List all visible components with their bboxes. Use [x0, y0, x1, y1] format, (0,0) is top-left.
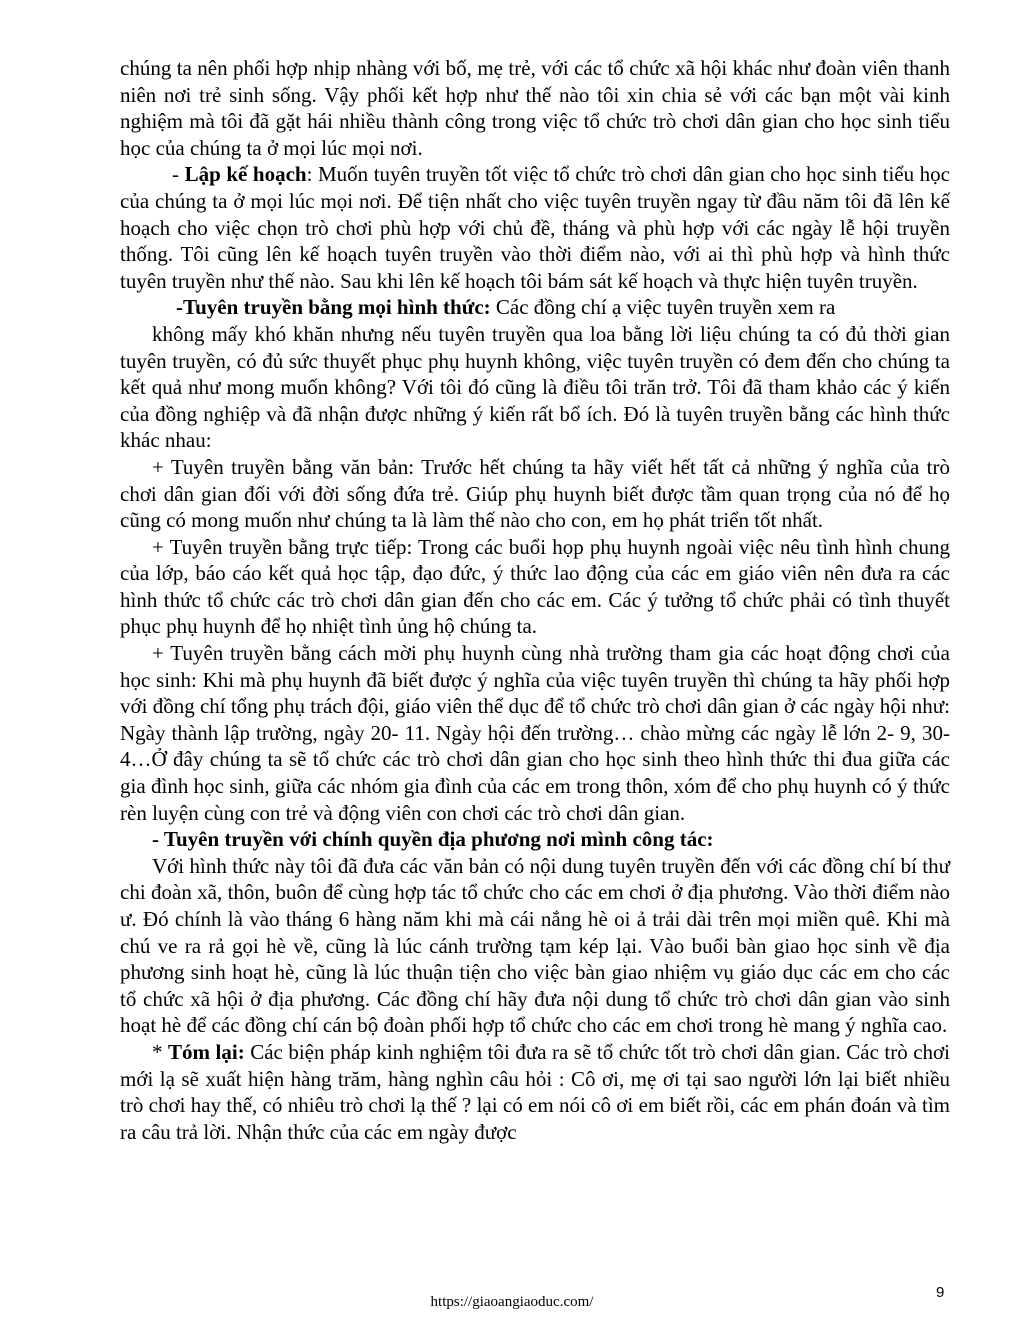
paragraph-tom-lai [120, 1039, 950, 1145]
paragraph-moi-phu-huynh: + Tuyên truyền bằng cách mời phụ huynh cùng nhà trường tham gia các hoạt động chơi của học sinh: Khi mà phụ huynh đã biết được ý nghĩa của việc tuyên truyền thì chúng ta hãy phối hợp với đồng chí tổng phụ trách đội, giáo viên thể dục để tổ chức trò chơi dân gian ở các ngày hội như: Ngày thành lập trường, ngày 20- 11. Ngày hội đến trường… chào mừng các ngày lễ lớn 2- 9, 30- 4…Ở đây chúng ta sẽ tổ chức các trò chơi dân gian cho học sinh theo hình thức thi đua giữa các gia đình học sinh, giữa các nhóm gia đình của các em trong thôn, xóm để cho phụ huynh có ý thức rèn luyện cùng con trẻ và động viên con chơi các trò chơi dân gian. [120, 641, 950, 825]
paragraph-chinh-quyen-body: Với hình thức này tôi đã đưa các văn bản có nội dung tuyên truyền đến với các đồng chí bí thư chi đoàn xã, thôn, buôn để cùng hợp tác tổ chức cho các em chơi ở địa phương. Vào thời điểm nào ư. Đó chính là vào tháng 6 hàng năm khi mà cái nắng hè oi ả trải dài trên mọi miền quê. Khi mà chú ve ra rả gọi hè về, cũng là lúc cánh trường tạm kép lại. Vào buổi bàn giao học sinh về địa phương sinh hoạt hè, cũng là lúc thuận tiện cho việc bàn giao nhiệm vụ giáo dục các em cho các tổ chức xã hội ở địa phương. Các đồng chí hãy đưa nội dung tổ chức trò chơi dân gian vào sinh hoạt hè để các đồng chí cán bộ đoàn phối hợp tổ chức cho các em chơi trong hè mang ý nghĩa cao. [120, 853, 950, 1038]
heading-tom-lai: Tóm lại: [168, 1039, 245, 1064]
heading-chinh-quyen: - Tuyên truyền với chính quyền địa phương nơi mình công tác: [152, 827, 714, 852]
paragraph-van-ban: + Tuyên truyền bằng văn bản: Trước hết chúng ta hãy viết hết tất cả những ý nghĩa của trò chơi dân gian đối với đời sống đứa trẻ. Giúp phụ huynh biết được tầm quan trọng của nó để họ cũng có mong muốn như chúng ta là làm thế nào cho con, em họ phát triển tốt nhất. [120, 454, 950, 533]
list-star: * [152, 1039, 169, 1064]
list-dash: - [172, 162, 185, 187]
heading-moi-hinh-thuc: -Tuyên truyền bằng mọi hình thức: [176, 295, 491, 320]
paragraph-truc-tiep: + Tuyên truyền bằng trực tiếp: Trong các buổi họp phụ huynh ngoài việc nêu tình hình chung của lớp, báo cáo kết quả học tập, đạo đức, ý thức lao động của các em giáo viên nên đưa ra các hình thức tổ chức các trò chơi dân gian đến cho các em. Các ý tưởng tổ chức phải có tình thuyết phục phụ huynh để họ nhiệt tình ủng hộ chúng ta. [120, 534, 950, 639]
page-body [120, 55, 950, 1145]
paragraph-text: : Muốn tuyên truyền tốt việc tổ chức trò chơi dân gian cho học sinh tiểu học của chúng ta ở mọi lúc mọi nơi. Để tiện nhất cho việc tuyên truyền ngay từ đầu năm tôi đã lên kế hoạch cho việc chọn trò chơi phù hợp với chủ đề, tháng và phù hợp với các ngày lễ hội truyền thống. Tôi cũng lên kế hoạch tuyên truyền vào thời điểm nào, với ai thì phù hợp và hình thức tuyên truyền như thế nào. Sau khi lên kế hoạch tôi bám sát kế hoạch và thực hiện tuyên truyền. [120, 162, 950, 293]
paragraph-moi-hinh-thuc-head [120, 294, 950, 321]
page-number: 9 [936, 1284, 945, 1301]
paragraph-moi-hinh-thuc-body: không mấy khó khăn nhưng nếu tuyên truyền qua loa bằng lời liệu chúng ta có đủ thời gian tuyên truyền, có đủ sức thuyết phục phụ huynh không, việc tuyên truyền có đem đến cho chúng ta kết quả như mong muốn không? Với tôi đó cũng là điều tôi trăn trở. Tôi đã tham khảo các ý kiến của đồng nghiệp và đã nhận được những ý kiến rất bổ ích. Đó là tuyên truyền bằng các hình thức khác nhau: [120, 321, 950, 453]
paragraph-chinh-quyen-head [120, 826, 950, 853]
footer-url[interactable]: https://giaoangiaoduc.com/ [430, 1294, 594, 1310]
paragraph-text: Các biện pháp kinh nghiệm tôi đưa ra sẽ tổ chức tốt trò chơi dân gian. Các trò chơi mới lạ sẽ xuất hiện hàng trăm, hàng nghìn câu hỏi : Cô ơi, mẹ ơi tại sao người lớn lại biết nhiều trò chơi hay thế, có nhiêu trò chơi lạ thế ? lại có em nói cô ơi em biết rồi, các em phán đoán và tìm ra câu trả lời. Nhận thức của các em ngày được [120, 1039, 950, 1144]
paragraph-intro: chúng ta nên phối hợp nhịp nhàng với bố, mẹ trẻ, với các tổ chức xã hội khác như đoàn viên thanh niên nơi trẻ sinh sống. Vậy phối kết hợp như thế nào tôi xin chia sẻ với các bạn một vài kinh nghiệm mà tôi đã gặt hái nhiều thành công trong việc tổ chức trò chơi dân gian cho học sinh tiểu học của chúng ta ở mọi lúc mọi nơi. [120, 56, 950, 160]
paragraph-ke-hoach [120, 161, 950, 294]
paragraph-text: Các đồng chí ạ việc tuyên truyền xem ra [490, 295, 836, 320]
heading-lap-ke-hoach: Lập kế hoạch [184, 162, 307, 187]
